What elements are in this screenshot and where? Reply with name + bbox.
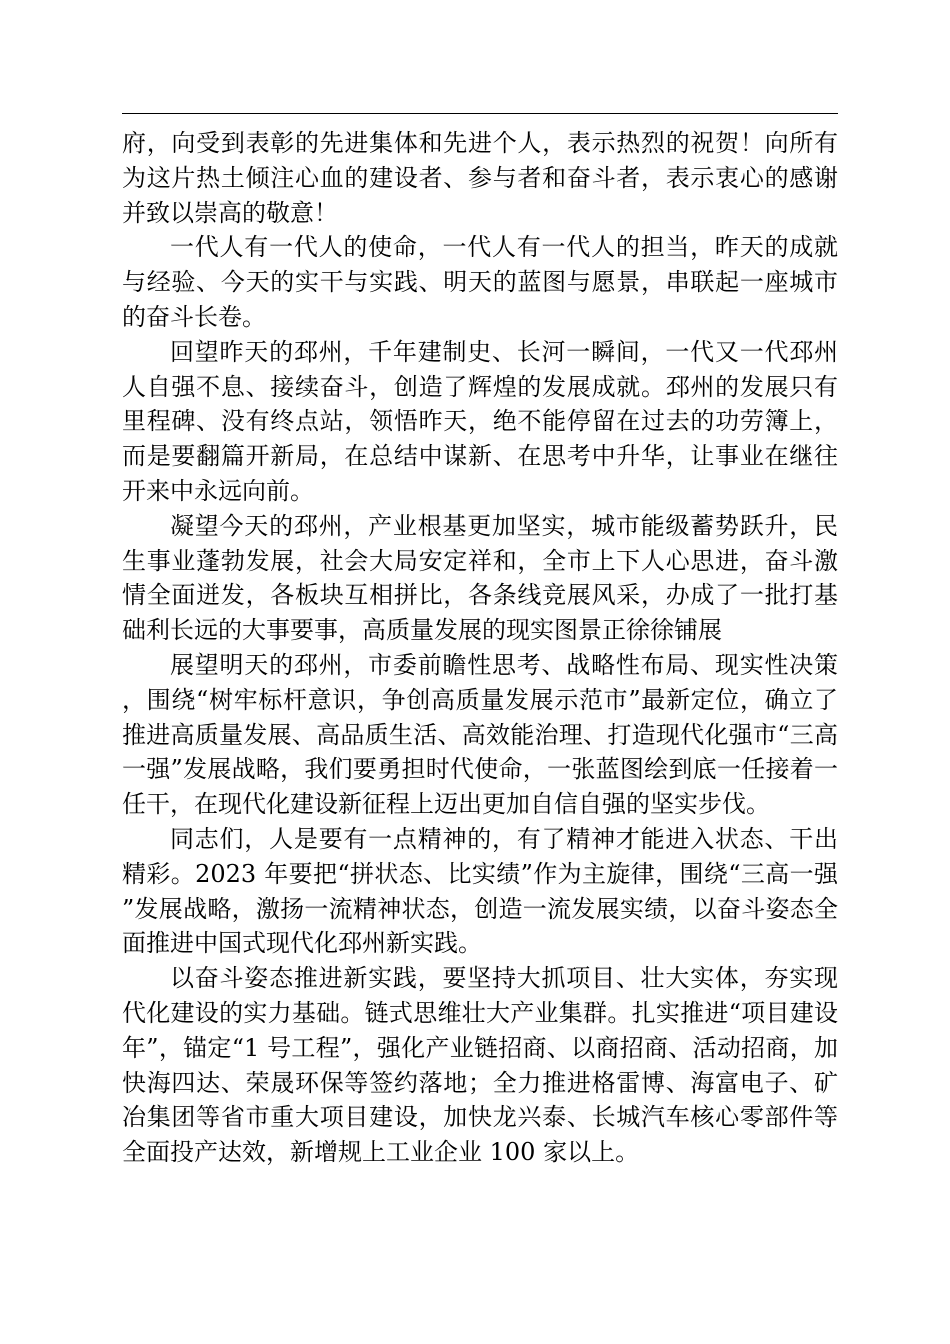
paragraph-yesterday: 回望昨天的邳州，千年建制史、长河一瞬间，一代又一代邳州人自强不息、接续奋斗，创造了辉煌的发展成就。邳州的发展只有里程碑、没有终点站，领悟昨天，绝不能停留在过去的功劳簿上，而是要翻篇开新局，在总结中谋新、在思考中升华，让事业在继往开来中永远向前。 [122,337,838,505]
paragraph-comrades: 同志们，人是要有一点精神的，有了精神才能进入状态、干出精彩。2023 年要把“拼状态、比实绩”作为主旋律，围绕“三高一强”发展战略，激扬一流精神状态，创造一流发展实绩，以奋斗姿态全面推进中国式现代化邳州新实践。 [122,824,838,958]
header-rule [122,113,838,114]
paragraph-mission: 一代人有一代人的使命，一代人有一代人的担当，昨天的成就与经验、今天的实干与实践、明天的蓝图与愿景，串联起一座城市的奋斗长卷。 [122,233,838,331]
paragraph-new-practice: 以奋斗姿态推进新实践，要坚持大抓项目、壮大实体，夯实现代化建设的实力基础。链式思维壮大产业集群。扎实推进“项目建设年”，锚定“1 号工程”，强化产业链招商、以商招商、活动招商，加快海四达、荣晟环保等签约落地；全力推进格雷博、海富电子、矿冶集团等省市重大项目建设，加快龙兴泰、长城汽车核心零部件等全面投产达效，新增规上工业企业 100 家以上。 [122,964,838,1167]
paragraph-today: 凝望今天的邳州，产业根基更加坚实，城市能级蓄势跃升，民生事业蓬勃发展，社会大局安定祥和，全市上下人心思进，奋斗激情全面迸发，各板块互相拼比，各条线竞展风采，办成了一批打基础利长远的大事要事，高质量发展的现实图景正徐徐铺展 [122,511,838,645]
document-body [122,126,838,1170]
paragraph-tomorrow: 展望明天的邳州，市委前瞻性思考、战略性布局、现实性决策，围绕“树牢标杆意识，争创高质量发展示范市”最新定位，确立了推进高质量发展、高品质生活、高效能治理、打造现代化强市“三高一强”发展战略，我们要勇担时代使命，一张蓝图绘到底一任接着一任干，在现代化建设新征程上迈出更加自信自强的坚实步伐。 [122,650,838,819]
paragraph-continuation: 府，向受到表彰的先进集体和先进个人，表示热烈的祝贺！向所有为这片热土倾注心血的建设者、参与者和奋斗者，表示衷心的感谢并致以崇高的敬意！ [122,129,838,227]
